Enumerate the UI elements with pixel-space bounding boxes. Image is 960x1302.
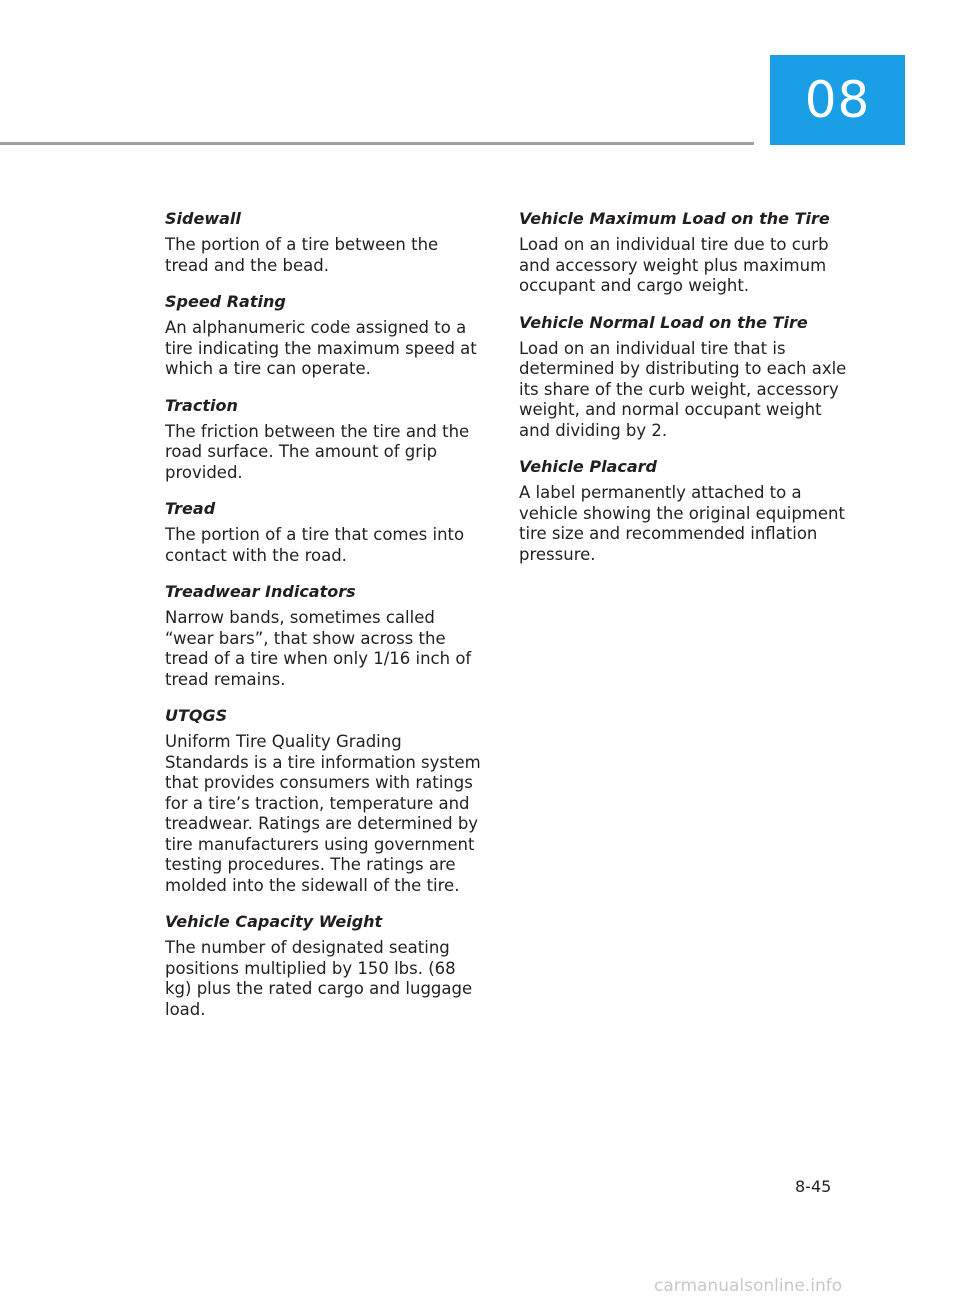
glossary-term: Vehicle Capacity Weight	[165, 912, 383, 931]
glossary-column-right	[519, 206, 849, 578]
header-divider	[0, 142, 754, 145]
glossary-entry-sidewall	[165, 206, 483, 276]
glossary-term: Treadwear Indicators	[165, 582, 356, 601]
glossary-entry-traction	[165, 393, 483, 484]
glossary-definition: The friction between the tire and the road surface. The amount of grip provided.	[165, 421, 470, 482]
glossary-entry-treadwear-indicators	[165, 579, 483, 690]
glossary-definition: The portion of a tire that comes into contact with the road.	[165, 525, 465, 565]
glossary-term: Vehicle Maximum Load on the Tire	[519, 209, 830, 228]
glossary-entry-tread	[165, 496, 483, 566]
glossary-entry-vehicle-normal-load	[519, 310, 849, 442]
chapter-tab: 08	[770, 55, 905, 145]
glossary-entry-utqgs	[165, 703, 483, 896]
glossary-term: Vehicle Placard	[519, 457, 657, 476]
glossary-entry-vehicle-maximum-load	[519, 206, 849, 297]
glossary-definition: Uniform Tire Quality Grading Standards is a tire information system that provides consumers with ratings for a tire’s traction, temperature and treadwear. Ratings are determined by tire manufacturers using government testing procedures. The ratings are molded into the sidewall of the tire.	[165, 732, 481, 895]
glossary-entry-speed-rating	[165, 289, 483, 380]
page-number: 8-45	[795, 1177, 832, 1196]
watermark: carmanualsonline.info	[654, 1276, 843, 1296]
glossary-definition: The portion of a tire between the tread and the bead.	[165, 235, 439, 275]
glossary-definition: Load on an individual tire due to curb and accessory weight plus maximum occupant and cargo weight.	[519, 235, 829, 295]
glossary-entry-vehicle-capacity-weight	[165, 909, 483, 1020]
glossary-term: UTQGS	[165, 706, 228, 725]
glossary-term: Sidewall	[165, 209, 241, 228]
glossary-term: Vehicle Normal Load on the Tire	[519, 312, 808, 332]
glossary-definition: A label permanently attached to a vehicle showing the original equipment tire size and recommended inflation pressure.	[519, 483, 845, 564]
glossary-definition: Load on an individual tire that is determined by distributing to each axle its share of the curb weight, accessory weight, and normal occupant weight and dividing by 2.	[519, 338, 847, 440]
glossary-term: Tread	[165, 499, 216, 518]
glossary-term: Speed Rating	[165, 292, 286, 311]
glossary-term: Traction	[165, 395, 238, 415]
glossary-definition: An alphanumeric code assigned to a tire indicating the maximum speed at which a tire can operate.	[165, 318, 477, 378]
glossary-entry-vehicle-placard	[519, 454, 849, 565]
glossary-definition: The number of designated seating positions multiplied by 150 lbs. (68 kg) plus the rated cargo and luggage load.	[165, 938, 473, 1019]
glossary-definition: Narrow bands, sometimes called “wear bars”, that show across the tread of a tire when only 1/16 inch of tread remains.	[165, 608, 472, 689]
glossary-column-left	[165, 206, 483, 1033]
